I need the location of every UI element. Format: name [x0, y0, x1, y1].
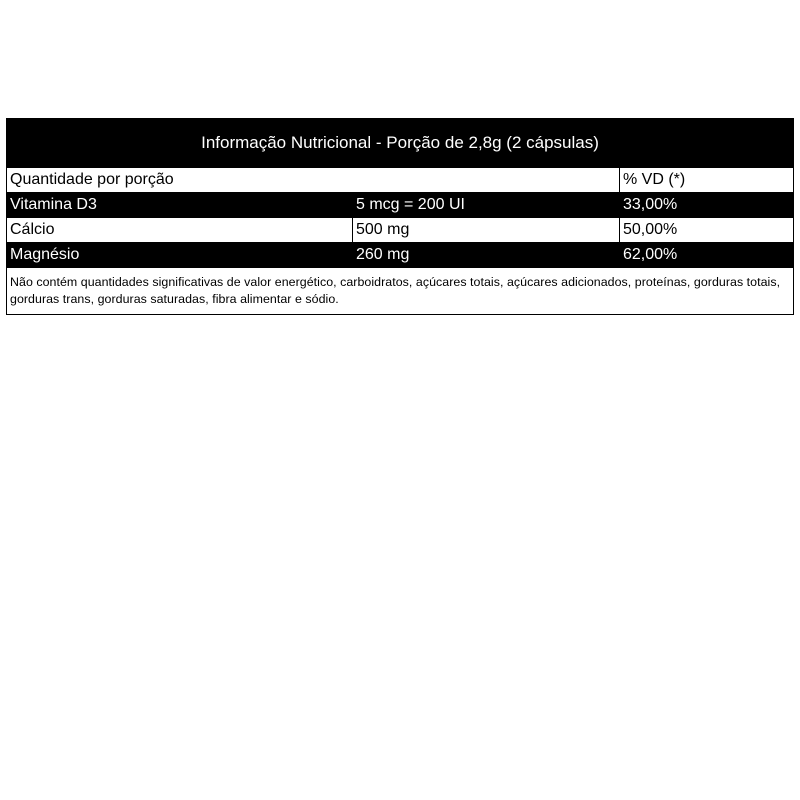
nutrition-facts-table: [6, 118, 794, 315]
header-vd-label: % VD (*): [619, 168, 793, 192]
table-row: [7, 217, 793, 242]
nutrient-amount: 5 mcg = 200 UI: [352, 193, 619, 217]
table-header-row: [7, 167, 793, 192]
header-serving-label: Quantidade por porção: [10, 171, 174, 188]
nutrient-name: Magnésio: [10, 246, 80, 263]
table-footnote: Não contém quantidades significativas de valor energético, carboidratos, açúcares totais, açúcares adicionados, proteínas, gorduras totais, gorduras trans, gorduras saturadas, fibra alimentar e sódio.: [7, 267, 793, 314]
table-title: Informação Nutricional - Porção de 2,8g (2 cápsulas): [7, 119, 793, 167]
nutrient-vd: 33,00%: [619, 193, 793, 217]
nutrient-name: Cálcio: [10, 221, 55, 238]
nutrient-amount: 500 mg: [352, 218, 619, 242]
nutrient-amount: 260 mg: [352, 243, 619, 267]
nutrient-vd: 62,00%: [619, 243, 793, 267]
nutrient-vd: 50,00%: [619, 218, 793, 242]
nutrient-name: Vitamina D3: [10, 196, 97, 213]
table-row: [7, 242, 793, 267]
table-row: [7, 192, 793, 217]
